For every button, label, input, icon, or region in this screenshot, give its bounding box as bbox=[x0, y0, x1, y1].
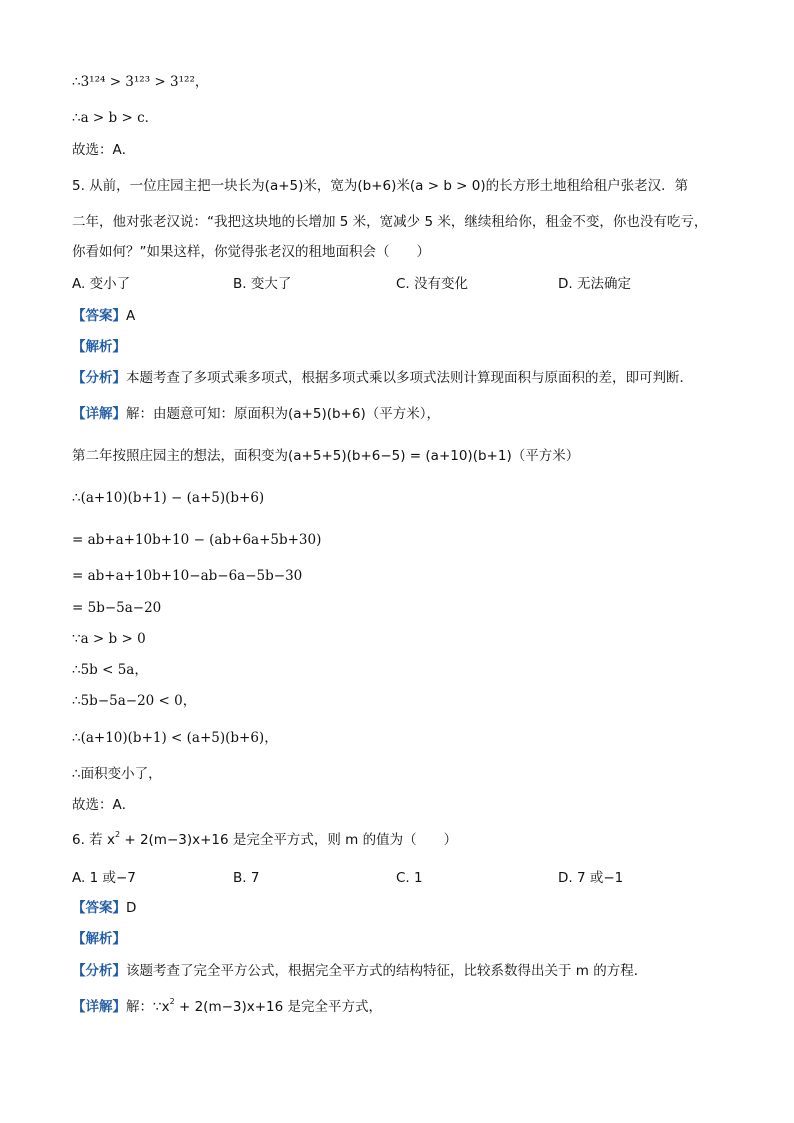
exponent: 2 bbox=[169, 997, 175, 1006]
question-5-text: 二年，他对张老汉说：“我把这块地的长增加 5 米，宽减少 5 米，继续租给你，租金不变，你也没有吃亏， bbox=[72, 214, 708, 230]
question-6-pre: 6. 若 x bbox=[72, 832, 115, 848]
option-b: B. 7 bbox=[233, 870, 260, 886]
answer-choice-line: 故选：A． bbox=[72, 142, 136, 158]
solution-line: ∵a > b > 0 bbox=[72, 631, 146, 647]
exponent: 2 bbox=[114, 830, 121, 839]
solution-line: ∴(a+10)(b+1) − (a+5)(b+6) bbox=[72, 490, 265, 506]
question-6-text bbox=[72, 830, 457, 850]
analysis-line bbox=[72, 961, 647, 981]
solution-line: ∴5b < 5a， bbox=[72, 662, 148, 678]
analysis-heading: 【解析】 bbox=[72, 931, 126, 947]
answer-choice-line: 故选：A． bbox=[72, 797, 136, 813]
option-d: D. 无法确定 bbox=[558, 276, 631, 292]
solution-line: ∴面积变小了， bbox=[72, 766, 162, 782]
option-c: C. 1 bbox=[396, 870, 423, 886]
option-a: A. 变小了 bbox=[72, 276, 131, 292]
solution-line: ∴(a+10)(b+1) < (a+5)(b+6)， bbox=[72, 730, 278, 746]
solution-line: ∴5b−5a−20 < 0， bbox=[72, 693, 197, 709]
analysis-line bbox=[72, 368, 693, 388]
analysis-text: 本题考查了多项式乘多项式，根据多项式乘以多项式法则计算现面积与原面积的差，即可判断． bbox=[126, 370, 693, 386]
answer-tag: 【答案】 bbox=[72, 900, 126, 916]
question-6-post: + 2(m−3)x+16 是完全平方式，则 m 的值为（ ） bbox=[120, 832, 458, 848]
solution-line: = ab+a+10b+10 − (ab+6a+5b+30) bbox=[72, 532, 322, 548]
solution-line: = ab+a+10b+10−ab−6a−5b−30 bbox=[72, 568, 303, 584]
analysis-tag: 【分析】 bbox=[72, 370, 126, 386]
detail-tag: 【详解】 bbox=[72, 406, 126, 422]
analysis-tag: 【分析】 bbox=[72, 963, 126, 979]
option-a: A. 1 或−7 bbox=[72, 870, 136, 886]
question-5-text: 你看如何？”如果这样，你觉得张老汉的租地面积会（ ） bbox=[72, 244, 430, 260]
answer-value: A bbox=[126, 308, 136, 324]
answer-value: D bbox=[126, 900, 137, 916]
option-d: D. 7 或−1 bbox=[558, 870, 624, 886]
detail-pre: 解：∵x bbox=[126, 999, 170, 1015]
solution-line: ∴3¹²⁴ > 3¹²³ > 3¹²²， bbox=[72, 74, 209, 90]
option-b: B. 变大了 bbox=[233, 276, 292, 292]
solution-line: = 5b−5a−20 bbox=[72, 600, 162, 616]
analysis-heading: 【解析】 bbox=[72, 339, 126, 355]
answer-line bbox=[72, 898, 136, 918]
solution-line: 第二年按照庄园主的想法，面积变为(a+5+5)(b+6−5) = (a+10)(b+1)（平方米） bbox=[72, 448, 580, 464]
detail-post: + 2(m−3)x+16 是完全平方式， bbox=[174, 999, 383, 1015]
answer-line bbox=[72, 306, 135, 326]
detail-line bbox=[72, 997, 382, 1017]
answer-tag: 【答案】 bbox=[72, 308, 126, 324]
analysis-text: 该题考查了完全平方公式，根据完全平方式的结构特征，比较系数得出关于 m 的方程． bbox=[126, 963, 648, 979]
solution-line: ∴a > b > c． bbox=[72, 110, 159, 126]
question-5-text: 5. 从前，一位庄园主把一块长为(a+5)米，宽为(b+6)米(a > b > 0)的长方形土地租给租户张老汉．第 bbox=[72, 178, 689, 194]
option-c: C. 没有变化 bbox=[396, 276, 469, 292]
detail-tag: 【详解】 bbox=[72, 999, 126, 1015]
detail-text: 解：由题意可知：原面积为(a+5)(b+6)（平方米）， bbox=[126, 406, 440, 422]
detail-line bbox=[72, 404, 440, 424]
